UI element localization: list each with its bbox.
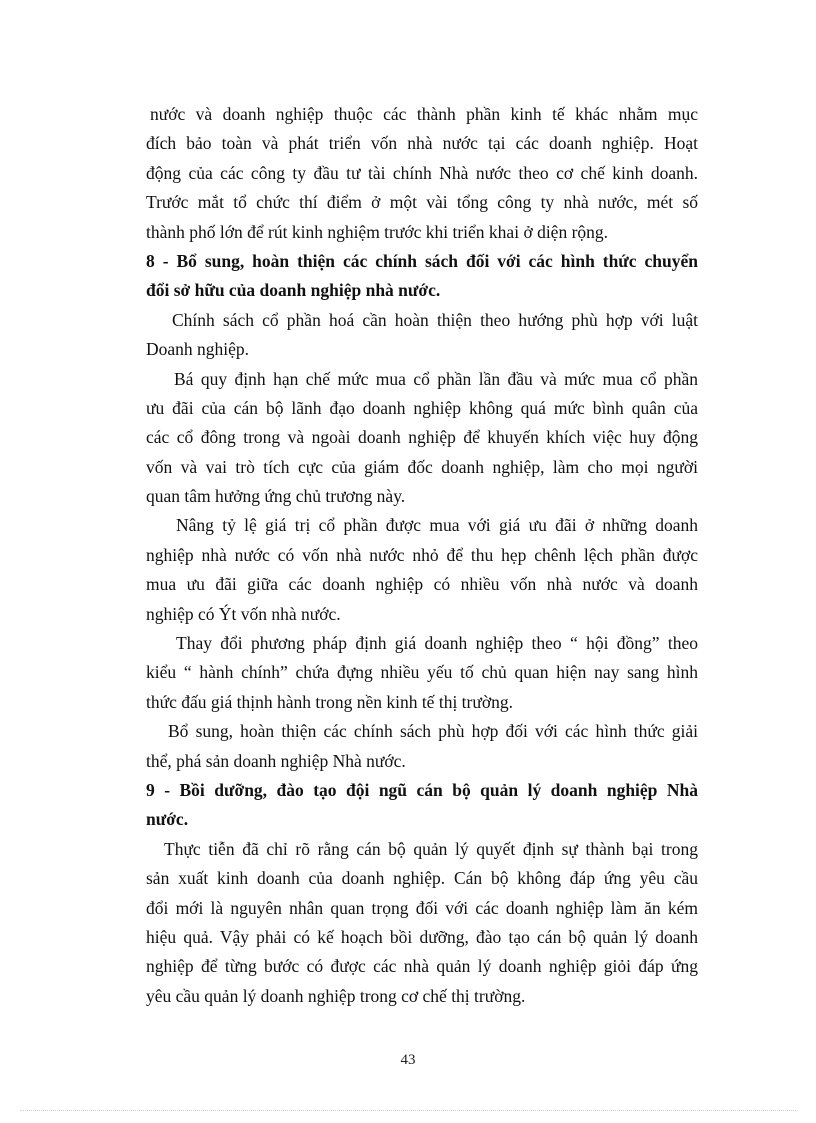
text-line: yêu cầu quản lý doanh nghiệp trong cơ chế thị trường. — [146, 985, 526, 1006]
paragraph-valuation-method — [146, 629, 698, 717]
text-line: ưu đãi của cán bộ lãnh đạo doanh nghiệp không quá mức bình quân của — [146, 397, 698, 418]
page-number: 43 — [400, 1052, 416, 1068]
text-line: Bổ sung, hoàn thiện các chính sách phù hợp đối với các hình thức giải — [168, 721, 698, 742]
text-line: Bá quy định hạn chế mức mua cổ phần lần đầu và mức mua cổ phần — [174, 368, 698, 389]
page-body — [146, 100, 698, 1011]
text-line: nghiệp để từng bước có được các nhà quản lý doanh nghiệp giỏi đáp ứng — [146, 956, 698, 977]
text-line: nghiệp nhà nước có vốn nhà nước nhỏ để thu hẹp chênh lệch phần được — [146, 544, 698, 565]
text-line: thức đấu giá thịnh hành trong nền kinh tế thị trường. — [146, 691, 513, 712]
page-bottom-divider — [20, 1110, 796, 1111]
paragraph-share-purchase-limits — [146, 365, 698, 512]
text-line: đổi mới là nguyên nhân quan trọng đối với các doanh nghiệp làm ăn kém — [146, 897, 698, 918]
section-heading-9 — [146, 776, 698, 835]
text-line: kiểu “ hành chính” chứa đựng nhiều yếu tố chủ quan hiện nay sang hình — [146, 662, 698, 683]
heading-line: 8 - Bổ sung, hoàn thiện các chính sách đối với các hình thức chuyển — [146, 250, 698, 271]
text-line: Nâng tỷ lệ giá trị cổ phần được mua với giá ưu đãi ở những doanh — [176, 515, 698, 536]
text-line: Chính sách cổ phần hoá cần hoàn thiện theo hướng phù hợp với luật — [172, 309, 698, 330]
text-line: hiệu quả. Vậy phải có kế hoạch bồi dưỡng, đào tạo cán bộ quản lý doanh — [146, 926, 698, 947]
heading-line: 9 - Bồi dưỡng, đào tạo đội ngũ cán bộ quản lý doanh nghiệp Nhà — [146, 779, 698, 800]
text-line: sản xuất kinh doanh của doanh nghiệp. Cán bộ không đáp ứng yêu cầu — [146, 868, 698, 889]
text-line: nghiệp có Ýt vốn nhà nước. — [146, 603, 341, 624]
text-line: động của các công ty đầu tư tài chính Nhà nước theo cơ chế kinh doanh. — [146, 162, 698, 183]
section-heading-8 — [146, 247, 698, 306]
heading-line: đổi sở hữu của doanh nghiệp nhà nước. — [146, 280, 441, 301]
text-line: Thay đổi phương pháp định giá doanh nghiệp theo “ hội đồng” theo — [176, 633, 698, 654]
text-line: Doanh nghiệp. — [146, 339, 250, 360]
text-line: thể, phá sản doanh nghiệp Nhà nước. — [146, 750, 406, 771]
text-line: các cổ đông trong và ngoài doanh nghiệp để khuyến khích việc huy động — [146, 427, 698, 448]
paragraph-management-training — [146, 835, 698, 1011]
paragraph-continuation — [146, 100, 698, 247]
paragraph-equitization-policy — [146, 306, 698, 365]
text-line: Thực tiễn đã chỉ rõ rằng cán bộ quản lý quyết định sự thành bại trong — [164, 838, 698, 859]
text-line: thành phố lớn để rút kinh nghiệm trước khi triển khai ở diện rộng. — [146, 221, 609, 242]
text-line: Trước mắt tổ chức thí điểm ở một vài tổng công ty nhà nước, mét số — [146, 192, 698, 213]
text-line: nước và doanh nghiệp thuộc các thành phần kinh tế khác nhằm mục — [150, 104, 698, 124]
text-line: mua ưu đãi giữa các doanh nghiệp có nhiều vốn nhà nước và doanh — [146, 574, 698, 595]
text-line: vốn và vai trò tích cực của giám đốc doanh nghiệp, làm cho mọi người — [146, 456, 698, 477]
text-line: đích bảo toàn và phát triển vốn nhà nước tại các doanh nghiệp. Hoạt — [146, 133, 698, 154]
text-line: quan tâm hưởng ứng chủ trương này. — [146, 486, 406, 507]
paragraph-dissolution-policy — [146, 717, 698, 776]
paragraph-preferential-shares — [146, 511, 698, 629]
heading-line: nước. — [146, 809, 189, 830]
